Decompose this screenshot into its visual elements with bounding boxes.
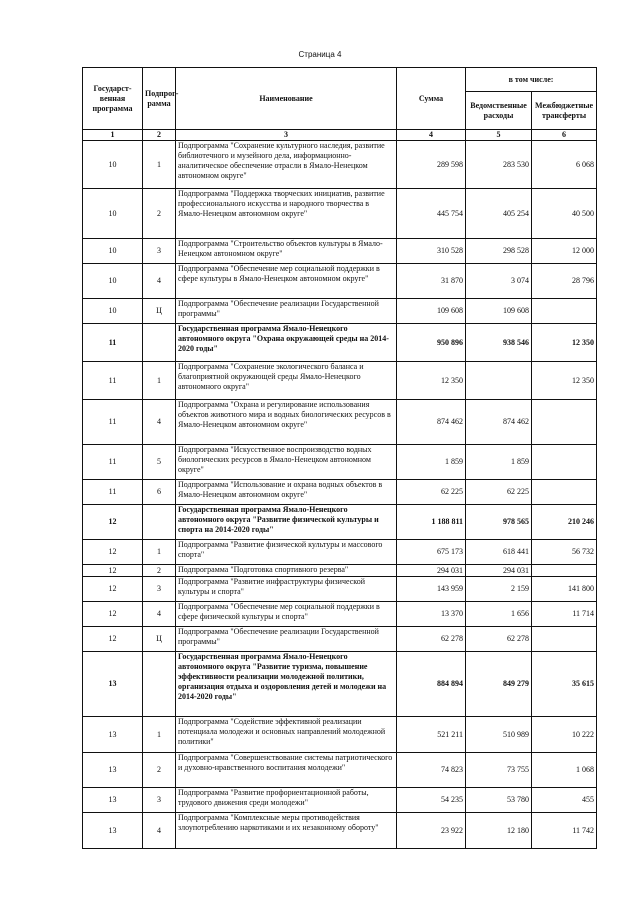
interbudget-cell: 455 — [532, 788, 597, 813]
subprogram-code: 5 — [143, 445, 176, 480]
departmental-cell: 938 546 — [466, 324, 532, 362]
sum-cell: 445 754 — [397, 189, 466, 239]
subprogram-code: 1 — [143, 540, 176, 565]
state-program-code: 13 — [83, 753, 143, 788]
departmental-cell: 294 031 — [466, 565, 532, 577]
interbudget-cell: 28 796 — [532, 264, 597, 299]
departmental-cell: 874 462 — [466, 400, 532, 445]
sum-cell: 62 225 — [397, 480, 466, 505]
program-name: Государственная программа Ямало-Ненецкого автономного округа "Развитие физической культуры и спорта на 2014-2020 годы" — [176, 505, 397, 540]
sum-cell: 1 859 — [397, 445, 466, 480]
sum-cell: 62 278 — [397, 627, 466, 652]
header-departmental: Ведомственные расходы — [466, 92, 532, 130]
subprogram-code: 1 — [143, 141, 176, 189]
program-name: Подпрограмма "Охрана и регулирование использования объектов животного мира и водных биологических ресурсов в Ямало-Ненецком автономном округе" — [176, 400, 397, 445]
state-program-code: 10 — [83, 299, 143, 324]
program-name: Подпрограмма "Строительство объектов культуры в Ямало-Ненецком автономном округе" — [176, 239, 397, 264]
subprogram-code: Ц — [143, 627, 176, 652]
table-row — [83, 717, 597, 753]
state-program-code: 11 — [83, 362, 143, 400]
table-row — [83, 505, 597, 540]
interbudget-cell: 12 000 — [532, 239, 597, 264]
departmental-cell: 510 989 — [466, 717, 532, 753]
subprogram-code: 1 — [143, 717, 176, 753]
interbudget-cell: 6 068 — [532, 141, 597, 189]
program-name: Подпрограмма "Развитие профориентационной работы, трудового движения среди молодежи" — [176, 788, 397, 813]
state-program-code: 13 — [83, 717, 143, 753]
state-program-code: 12 — [83, 565, 143, 577]
table-row — [83, 565, 597, 577]
sum-cell: 874 462 — [397, 400, 466, 445]
table-row — [83, 445, 597, 480]
table-row — [83, 141, 597, 189]
interbudget-cell: 141 800 — [532, 577, 597, 602]
subprogram-code: 4 — [143, 264, 176, 299]
interbudget-cell — [532, 627, 597, 652]
program-name: Подпрограмма "Поддержка творческих инициатив, развитие профессионального искусства и народного творчества в Ямало-Ненецком автономном округе" — [176, 189, 397, 239]
subprogram-code: 2 — [143, 753, 176, 788]
program-name: Подпрограмма "Сохранение экологического баланса и благоприятной окружающей среды Ямало-Ненецкого автономного округа" — [176, 362, 397, 400]
sum-cell: 54 235 — [397, 788, 466, 813]
table-row — [83, 652, 597, 717]
subprogram-code — [143, 505, 176, 540]
column-number: 4 — [397, 130, 466, 141]
table-row — [83, 788, 597, 813]
interbudget-cell: 40 500 — [532, 189, 597, 239]
header-interbudget: Межбюджетные трансферты — [532, 92, 597, 130]
budget-table — [82, 67, 597, 849]
column-number: 3 — [176, 130, 397, 141]
program-name: Подпрограмма "Искусственное воспроизводство водных биологических ресурсов в Ямало-Ненецком автономном округе" — [176, 445, 397, 480]
table-row — [83, 239, 597, 264]
subprogram-code — [143, 652, 176, 717]
interbudget-cell: 11 742 — [532, 813, 597, 849]
departmental-cell: 283 530 — [466, 141, 532, 189]
subprogram-code: 3 — [143, 788, 176, 813]
state-program-code: 12 — [83, 627, 143, 652]
table-row — [83, 362, 597, 400]
subprogram-code: 3 — [143, 239, 176, 264]
state-program-code: 11 — [83, 400, 143, 445]
sum-cell: 289 598 — [397, 141, 466, 189]
table-row — [83, 299, 597, 324]
program-name: Подпрограмма "Подготовка спортивного резерва" — [176, 565, 397, 577]
state-program-code: 12 — [83, 602, 143, 627]
departmental-cell — [466, 362, 532, 400]
state-program-code: 12 — [83, 577, 143, 602]
table-row — [83, 264, 597, 299]
header-subprogram: Подпрог-рамма — [143, 68, 176, 130]
state-program-code: 11 — [83, 445, 143, 480]
table-row — [83, 324, 597, 362]
interbudget-cell — [532, 565, 597, 577]
interbudget-cell: 1 068 — [532, 753, 597, 788]
departmental-cell: 618 441 — [466, 540, 532, 565]
sum-cell: 143 959 — [397, 577, 466, 602]
subprogram-code: 1 — [143, 362, 176, 400]
program-name: Подпрограмма "Обеспечение мер социальной поддержки в сфере физической культуры и спорта" — [176, 602, 397, 627]
program-name: Подпрограмма "Развитие физической культуры и массового спорта" — [176, 540, 397, 565]
program-name: Подпрограмма "Использование и охрана водных объектов в Ямало-Ненецком автономном округе" — [176, 480, 397, 505]
table-row — [83, 813, 597, 849]
state-program-code: 10 — [83, 264, 143, 299]
departmental-cell: 73 755 — [466, 753, 532, 788]
state-program-code: 12 — [83, 505, 143, 540]
subprogram-code: Ц — [143, 299, 176, 324]
table-row — [83, 577, 597, 602]
table-row — [83, 627, 597, 652]
column-number: 6 — [532, 130, 597, 141]
sum-cell: 1 188 811 — [397, 505, 466, 540]
table-row — [83, 753, 597, 788]
departmental-cell: 849 279 — [466, 652, 532, 717]
departmental-cell: 12 180 — [466, 813, 532, 849]
interbudget-cell: 10 222 — [532, 717, 597, 753]
program-name: Подпрограмма "Обеспечение мер социальной поддержки в сфере культуры в Ямало-Ненецком автономном округе" — [176, 264, 397, 299]
departmental-cell: 405 254 — [466, 189, 532, 239]
header-sum: Сумма — [397, 68, 466, 130]
column-numbers-row — [83, 130, 597, 141]
departmental-cell: 1 656 — [466, 602, 532, 627]
subprogram-code: 4 — [143, 813, 176, 849]
state-program-code: 11 — [83, 324, 143, 362]
state-program-code: 10 — [83, 239, 143, 264]
program-name: Подпрограмма "Обеспечение реализации Государственной программы" — [176, 627, 397, 652]
state-program-code: 10 — [83, 141, 143, 189]
sum-cell: 884 894 — [397, 652, 466, 717]
header-state-program: Государст-венная программа — [83, 68, 143, 130]
state-program-code: 13 — [83, 813, 143, 849]
program-name: Подпрограмма "Комплексные меры противодействия злоупотреблению наркотиками и их незаконному обороту" — [176, 813, 397, 849]
interbudget-cell: 11 714 — [532, 602, 597, 627]
column-number: 2 — [143, 130, 176, 141]
header-name: Наименование — [176, 68, 397, 130]
interbudget-cell — [532, 480, 597, 505]
interbudget-cell — [532, 299, 597, 324]
sum-cell: 109 608 — [397, 299, 466, 324]
subprogram-code: 6 — [143, 480, 176, 505]
departmental-cell: 298 528 — [466, 239, 532, 264]
subprogram-code: 3 — [143, 577, 176, 602]
departmental-cell: 978 565 — [466, 505, 532, 540]
interbudget-cell: 35 615 — [532, 652, 597, 717]
program-name: Государственная программа Ямало-Ненецкого автономного округа "Охрана окружающей среды на 2014-2020 годы" — [176, 324, 397, 362]
state-program-code: 11 — [83, 480, 143, 505]
interbudget-cell: 210 246 — [532, 505, 597, 540]
sum-cell: 950 896 — [397, 324, 466, 362]
departmental-cell: 62 278 — [466, 627, 532, 652]
state-program-code: 10 — [83, 189, 143, 239]
subprogram-code: 4 — [143, 602, 176, 627]
sum-cell: 521 211 — [397, 717, 466, 753]
departmental-cell: 53 780 — [466, 788, 532, 813]
sum-cell: 294 031 — [397, 565, 466, 577]
departmental-cell: 109 608 — [466, 299, 532, 324]
departmental-cell: 62 225 — [466, 480, 532, 505]
sum-cell: 12 350 — [397, 362, 466, 400]
page-label: Страница 4 — [298, 50, 342, 59]
interbudget-cell: 12 350 — [532, 324, 597, 362]
sum-cell: 31 870 — [397, 264, 466, 299]
column-number: 1 — [83, 130, 143, 141]
sum-cell: 23 922 — [397, 813, 466, 849]
table-body — [83, 141, 597, 849]
subprogram-code — [143, 324, 176, 362]
departmental-cell: 2 159 — [466, 577, 532, 602]
interbudget-cell: 56 732 — [532, 540, 597, 565]
table-row — [83, 602, 597, 627]
state-program-code: 13 — [83, 788, 143, 813]
interbudget-cell: 12 350 — [532, 362, 597, 400]
state-program-code: 12 — [83, 540, 143, 565]
table-row — [83, 480, 597, 505]
departmental-cell: 1 859 — [466, 445, 532, 480]
sum-cell: 13 370 — [397, 602, 466, 627]
header-including: в том числе: — [466, 68, 597, 92]
subprogram-code: 4 — [143, 400, 176, 445]
column-number: 5 — [466, 130, 532, 141]
interbudget-cell — [532, 400, 597, 445]
interbudget-cell — [532, 445, 597, 480]
program-name: Подпрограмма "Содействие эффективной реализации потенциала молодежи и основных направлений молодежной политики" — [176, 717, 397, 753]
table-row — [83, 189, 597, 239]
table-row — [83, 400, 597, 445]
program-name: Подпрограмма "Обеспечение реализации Государственной программы" — [176, 299, 397, 324]
program-name: Подпрограмма "Сохранение культурного наследия, развитие библиотечного и музейного дела, информационно-аналитическое обеспечение отрасли в Ямало-Ненецком автономном округе" — [176, 141, 397, 189]
departmental-cell: 3 074 — [466, 264, 532, 299]
subprogram-code: 2 — [143, 565, 176, 577]
program-name: Государственная программа Ямало-Ненецкого автономного округа "Развитие туризма, повышение эффективности реализации молодежной политики, организация отдыха и оздоровления детей и молодежи на 2014-2020 годы" — [176, 652, 397, 717]
sum-cell: 675 173 — [397, 540, 466, 565]
program-name: Подпрограмма "Совершенствование системы патриотического и духовно-нравственного воспитания молодежи" — [176, 753, 397, 788]
sum-cell: 74 823 — [397, 753, 466, 788]
subprogram-code: 2 — [143, 189, 176, 239]
program-name: Подпрограмма "Развитие инфраструктуры физической культуры и спорта" — [176, 577, 397, 602]
state-program-code: 13 — [83, 652, 143, 717]
table-row — [83, 540, 597, 565]
sum-cell: 310 528 — [397, 239, 466, 264]
